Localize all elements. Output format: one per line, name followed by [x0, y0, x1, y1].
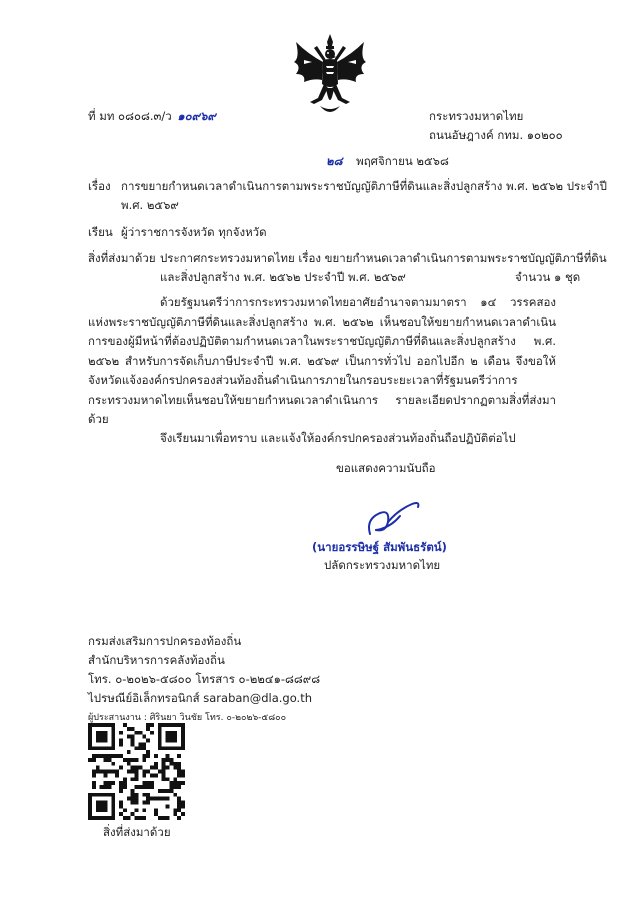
- date-month-year: พฤศจิกายน ๒๕๖๘: [356, 154, 449, 168]
- enclosure-line-1: ประกาศกระทรวงมหาดไทย เรื่อง ขยายกำหนดเวลาดำเนินการตามพระราชบัญญัติภาษีที่ดิน: [160, 251, 607, 265]
- footer-coordinator: ผู้ประสานงาน : ศิรินยา วินชัย โทร. ๐-๒๐๒๖-๕๘๐๐: [88, 713, 287, 723]
- subject-line-2: พ.ศ. ๒๕๖๙: [121, 198, 179, 212]
- enclosure-line-2: และสิ่งปลูกสร้าง พ.ศ. ๒๕๖๒ ประจำปี พ.ศ. ๒๕๖๙: [160, 270, 406, 284]
- enclosure-count: จำนวน ๑ ชุด: [515, 270, 581, 284]
- reference-handwritten-number: ๑๐๙๖๙: [177, 109, 216, 123]
- subject-label: เรื่อง: [88, 179, 111, 193]
- reference-prefix: ที่ มท ๐๘๐๘.๓/ว: [88, 109, 172, 123]
- footer-phone: โทร. ๐-๒๐๒๖-๕๘๐๐ โทรสาร ๐-๒๒๔๑-๘๘๙๘: [88, 672, 321, 686]
- garuda-emblem-icon: [290, 32, 370, 118]
- body-paragraph-2: จึงเรียนมาเพื่อทราบ และแจ้งให้องค์กรปกครองส่วนท้องถิ่นถือปฏิบัติต่อไป: [160, 431, 516, 445]
- footer-office: สำนักบริหารการคลังท้องถิ่น: [88, 653, 225, 667]
- footer-email: ไปรษณีย์อิเล็กทรอนิกส์ saraban@dla.go.th: [88, 691, 312, 705]
- signer-position: ปลัดกระทรวงมหาดไทย: [324, 558, 441, 572]
- ministry-address: ถนนอัษฎางค์ กทม. ๑๐๒๐๐: [429, 128, 563, 142]
- closing-text: ขอแสดงความนับถือ: [336, 461, 436, 475]
- ministry-name: กระทรวงมหาดไทย: [429, 109, 524, 123]
- qr-caption: สิ่งที่ส่งมาด้วย: [103, 825, 171, 839]
- recipient-label: เรียน: [88, 225, 113, 239]
- reference-number: [88, 108, 216, 124]
- date-day: ๒๘: [326, 154, 343, 168]
- document-date: [326, 153, 449, 169]
- body-paragraph-1: ด้วยรัฐมนตรีว่าการกระทรวงมหาดไทยอาศัยอำนาจตามมาตรา ๑๔ วรรคสอง แห่งพระราชบัญญัติภาษีที่ดินและสิ่งปลูกสร้าง พ.ศ. ๒๕๖๒ เห็นชอบให้ขยายกำหนดเวลาดำเนินการของผู้มีหน้าที่ต้องปฏิบัติตามกำหนดเวลาในพระราชบัญญัติภาษีที่ดินและสิ่งปลูกสร้าง พ.ศ. ๒๕๖๒ สำหรับการจัดเก็บภาษีประจำปี พ.ศ. ๒๕๖๙ เป็นการทั่วไป ออกไปอีก ๒ เดือน จึงขอให้จังหวัดแจ้งองค์กรปกครองส่วนท้องถิ่นดำเนินการภายในกรอบระยะเวลาที่รัฐมนตรีว่าการกระทรวงมหาดไทยเห็นชอบให้ขยายกำหนดเวลาดำเนินการ รายละเอียดปรากฏตามสิ่งที่ส่งมาด้วย: [88, 295, 556, 426]
- signer-name: (นายอรรษิษฐ์ สัมพันธรัตน์): [312, 540, 447, 554]
- qr-code-icon[interactable]: [88, 723, 185, 820]
- footer-department: กรมส่งเสริมการปกครองท้องถิ่น: [88, 634, 242, 648]
- signature-icon: [360, 498, 426, 540]
- enclosure-label: สิ่งที่ส่งมาด้วย: [88, 251, 156, 265]
- recipient-text: ผู้ว่าราชการจังหวัด ทุกจังหวัด: [121, 225, 267, 239]
- subject-line-1: การขยายกำหนดเวลาดำเนินการตามพระราชบัญญัติภาษีที่ดินและสิ่งปลูกสร้าง พ.ศ. ๒๕๖๒ ประจำปี: [121, 179, 607, 193]
